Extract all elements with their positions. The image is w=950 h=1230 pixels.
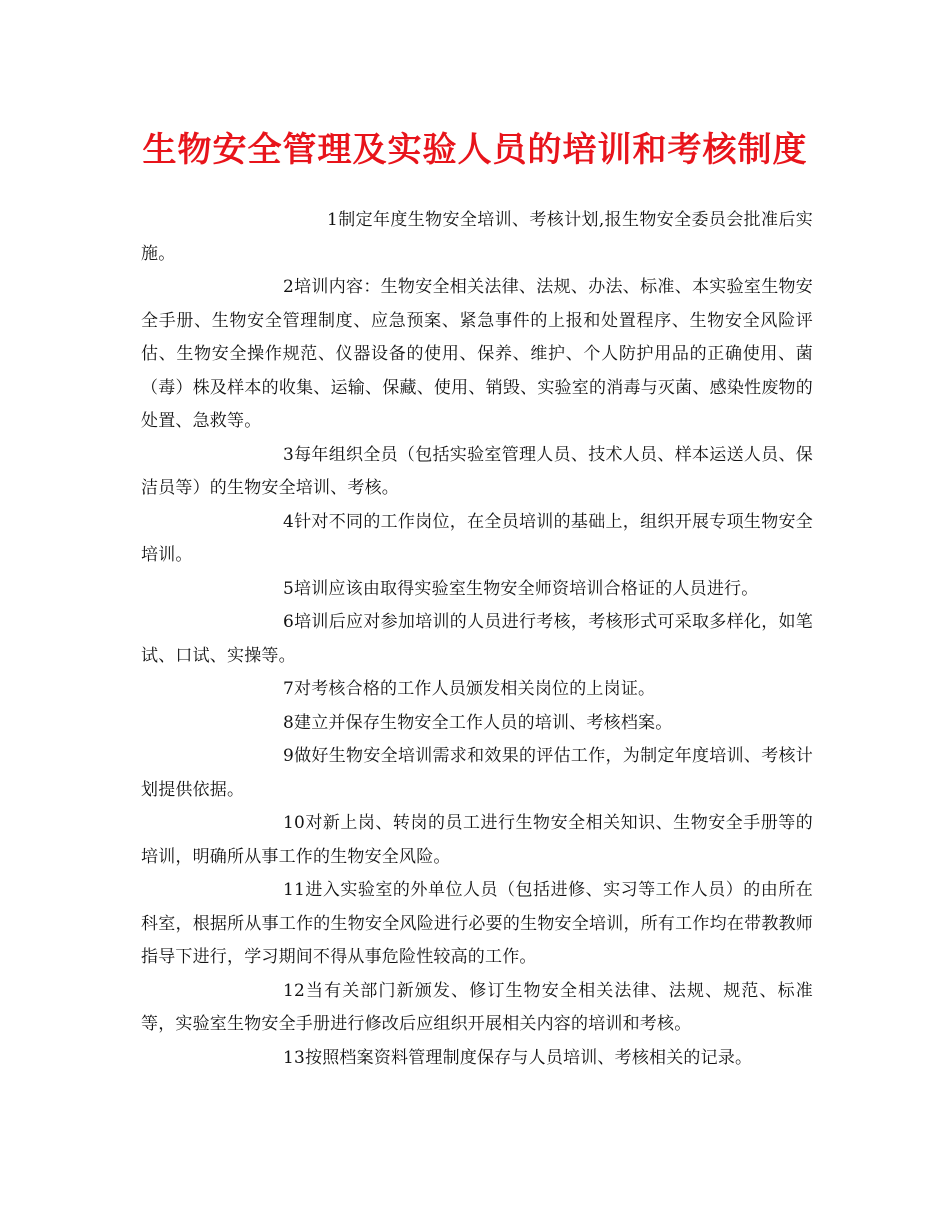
- document-title: 生物安全管理及实验人员的培训和考核制度: [142, 130, 808, 170]
- paragraph-4: 4针对不同的工作岗位，在全员培训的基础上，组织开展专项生物安全培训。: [141, 511, 813, 565]
- paragraph-3: 3每年组织全员（包括实验室管理人员、技术人员、样本运送人员、保洁员等）的生物安全培训、考核。: [141, 444, 813, 498]
- paragraph-10: 10对新上岗、转岗的员工进行生物安全相关知识、生物安全手册等的培训，明确所从事工作的生物安全风险。: [141, 813, 813, 867]
- paragraph-9: 9做好生物安全培训需求和效果的评估工作，为制定年度培训、考核计划提供依据。: [141, 746, 813, 800]
- paragraph-6: 6培训后应对参加培训的人员进行考核，考核形式可采取多样化，如笔试、口试、实操等。: [141, 612, 813, 666]
- paragraph-8: 8建立并保存生物安全工作人员的培训、考核档案。: [283, 712, 673, 733]
- paragraph-13: 13按照档案资料管理制度保存与人员培训、考核相关的记录。: [283, 1047, 753, 1068]
- document-body: [141, 204, 813, 1075]
- paragraph-5: 5培训应该由取得实验室生物安全师资培训合格证的人员进行。: [283, 578, 759, 599]
- paragraph-1: 1制定年度生物安全培训、考核计划,报生物安全委员会批准后实施。: [141, 210, 813, 264]
- paragraph-7: 7对考核合格的工作人员颁发相关岗位的上岗证。: [283, 679, 656, 699]
- paragraph-11: 11进入实验室的外单位人员（包括进修、实习等工作人员）的由所在科室，根据所从事工作的生物安全风险进行必要的生物安全培训，所有工作均在带教教师指导下进行，学习期间不得从事危险性较高的工作。: [141, 880, 813, 967]
- paragraph-2: 2培训内容：生物安全相关法律、法规、办法、标准、本实验室生物安全手册、生物安全管理制度、应急预案、紧急事件的上报和处置程序、生物安全风险评估、生物安全操作规范、仪器设备的使用、保养、维护、个人防护用品的正确使用、菌（毒）株及样本的收集、运输、保藏、使用、销毁、实验室的消毒与灭菌、感染性废物的处置、急救等。: [141, 277, 813, 431]
- paragraph-12: 12当有关部门新颁发、修订生物安全相关法律、法规、规范、标准等，实验室生物安全手册进行修改后应组织开展相关内容的培训和考核。: [141, 980, 813, 1034]
